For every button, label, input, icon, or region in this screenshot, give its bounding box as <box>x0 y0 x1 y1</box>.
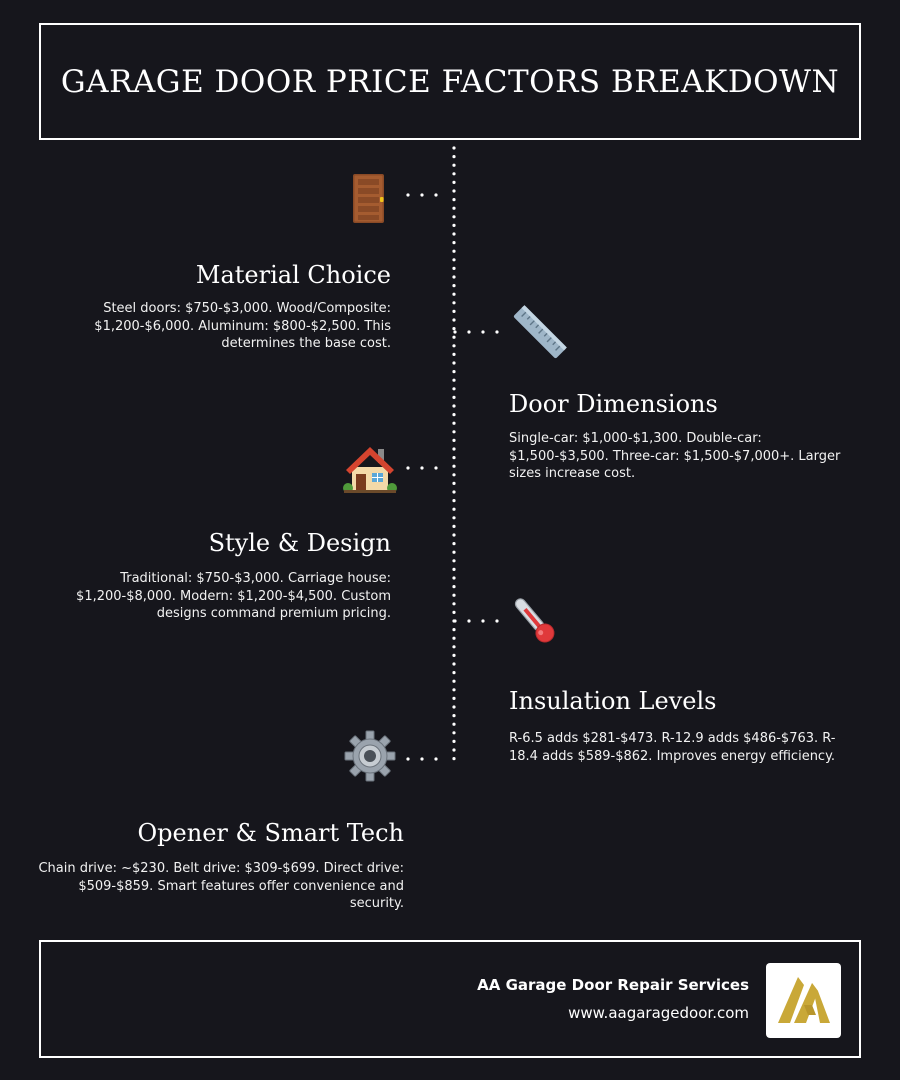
desc-line: $1,500-$3,500. Three-car: $1,500-$7,000+. Larger <box>509 448 841 464</box>
desc-line: determines the base cost. <box>221 336 391 351</box>
desc-insulation-levels <box>509 730 859 765</box>
desc-line: Chain drive: ~$230. Belt drive: $309-$699. Direct drive: <box>38 861 404 876</box>
gear-icon <box>342 728 398 784</box>
desc-opener-smart-tech <box>24 860 404 913</box>
heading-style-design: Style & Design <box>208 529 391 557</box>
page-title: GARAGE DOOR PRICE FACTORS BREAKDOWN <box>60 63 840 100</box>
thermometer-icon <box>506 592 562 648</box>
ruler-icon <box>512 304 568 360</box>
desc-line: sizes increase cost. <box>509 466 636 481</box>
desc-line: security. <box>349 896 404 911</box>
heading-insulation-levels: Insulation Levels <box>509 687 717 715</box>
door-icon <box>341 170 397 226</box>
desc-line: R-6.5 adds $281-$473. R-12.9 adds $486-$763. R- <box>509 731 836 746</box>
aa-logo-icon <box>766 963 841 1038</box>
house-icon <box>342 441 398 497</box>
company-name: AA Garage Door Repair Services <box>477 976 749 994</box>
desc-line: $1,200-$8,000. Modern: $1,200-$4,500. Custom <box>76 588 391 604</box>
desc-line: Traditional: $750-$3,000. Carriage house: <box>120 571 391 586</box>
desc-line: 18.4 adds $589-$862. Improves energy efficiency. <box>509 748 836 764</box>
heading-material-choice: Material Choice <box>195 261 391 289</box>
desc-line: $1,200-$6,000. Aluminum: $800-$2,500. This <box>94 318 391 334</box>
footer-box <box>39 940 861 1058</box>
desc-line: designs command premium pricing. <box>156 606 391 621</box>
website-link[interactable]: www.aagaragedoor.com <box>568 1004 749 1022</box>
desc-material-choice <box>61 300 391 353</box>
desc-style-design <box>51 570 391 623</box>
desc-line: Single-car: $1,000-$1,300. Double-car: <box>509 431 762 446</box>
heading-opener-smart-tech: Opener & Smart Tech <box>137 819 404 847</box>
desc-line: Steel doors: $750-$3,000. Wood/Composite: <box>103 301 391 316</box>
desc-line: $509-$859. Smart features offer convenience and <box>78 878 404 894</box>
desc-door-dimensions <box>509 430 859 483</box>
heading-door-dimensions: Door Dimensions <box>509 390 718 418</box>
